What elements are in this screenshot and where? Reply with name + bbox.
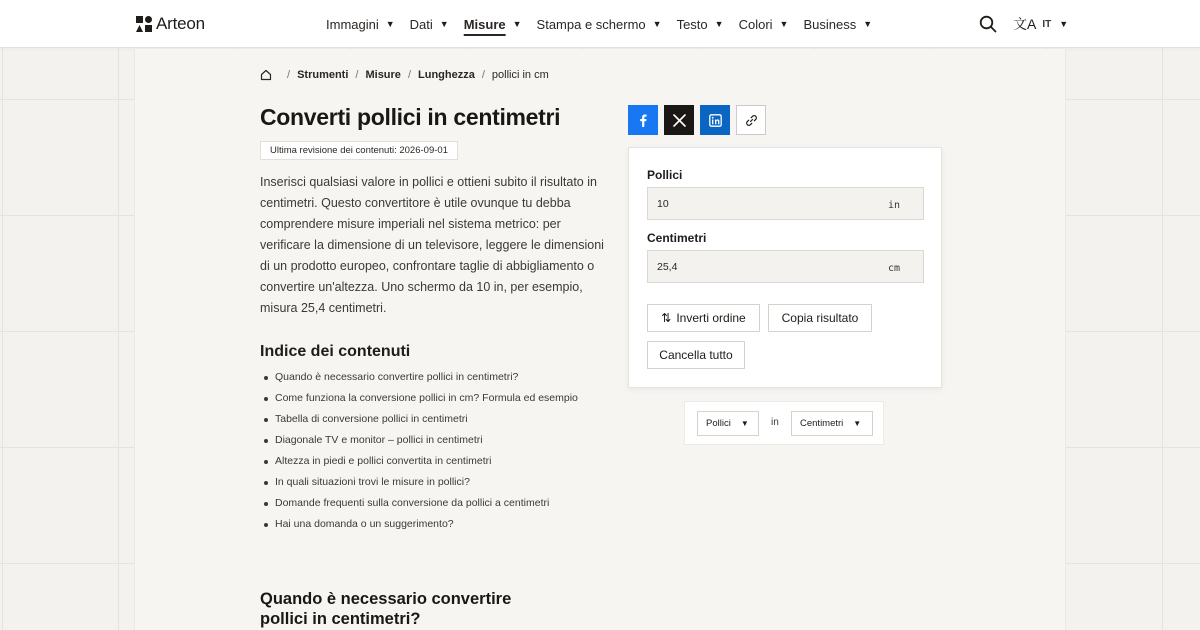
top-navigation-bar	[0, 0, 1200, 48]
share-bar	[628, 105, 772, 135]
main-menu	[326, 0, 887, 48]
content-card	[134, 49, 1066, 630]
share-x-button[interactable]	[664, 105, 694, 135]
caret-down-icon: ▼	[853, 419, 862, 428]
nav-item-label: Misure	[463, 16, 506, 32]
x-icon	[673, 114, 686, 127]
toc-link[interactable]: In quali situazioni trovi le misure in pollici?	[260, 472, 578, 493]
facebook-icon	[637, 114, 650, 127]
unit-connector: in	[771, 417, 779, 428]
nav-item-business[interactable]	[803, 0, 872, 48]
translate-icon: 文A	[1013, 16, 1037, 32]
to-unit-value: Centimetri	[800, 418, 844, 429]
section-heading: Quando è necessario convertire pollici in centimetri?	[260, 590, 512, 628]
inches-field-wrapper	[647, 187, 924, 220]
swap-arrows-icon: ⇅	[661, 311, 672, 325]
caret-down-icon: ▼	[740, 419, 749, 428]
brand-name: Arteon	[156, 14, 205, 33]
nav-item-testo[interactable]	[677, 0, 724, 48]
nav-item-label: Immagini	[326, 16, 379, 32]
toc-link[interactable]: Tabella di conversione pollici in centimetri	[260, 409, 578, 430]
language-code: IT	[1042, 18, 1052, 30]
breadcrumb	[260, 69, 549, 81]
copy-result-label: Copia risultato	[781, 311, 859, 325]
breadcrumb-strumenti[interactable]: Strumenti	[297, 69, 349, 81]
breadcrumb-misure[interactable]: Misure	[365, 69, 401, 81]
page-title: Converti pollici in centimetri	[260, 104, 561, 130]
caret-down-icon: ▼	[512, 19, 522, 29]
converter-panel	[628, 147, 942, 388]
breadcrumb-lunghezza[interactable]: Lunghezza	[418, 69, 475, 81]
caret-down-icon: ▼	[714, 19, 724, 29]
to-unit-select[interactable]	[791, 411, 873, 436]
language-selector[interactable]	[1013, 15, 1068, 33]
nav-item-stampa-e-schermo[interactable]	[537, 0, 662, 48]
nav-item-misure[interactable]	[464, 0, 522, 48]
nav-item-label: Dati	[409, 16, 433, 32]
swap-order-button[interactable]	[647, 304, 760, 332]
clear-all-button[interactable]	[647, 341, 745, 369]
revision-badge: Ultima revisione dei contenuti: 2026-09-01	[260, 141, 458, 160]
share-facebook-button[interactable]	[628, 105, 658, 135]
caret-down-icon: ▼	[439, 19, 449, 29]
inches-input[interactable]	[648, 188, 878, 219]
toc-link[interactable]: Altezza in piedi e pollici convertita in centimetri	[260, 451, 578, 472]
search-icon[interactable]	[979, 15, 997, 33]
caret-down-icon: ▼	[385, 19, 395, 29]
link-icon	[745, 114, 758, 127]
toc-link[interactable]: Domande frequenti sulla conversione da pollici a centimetri	[260, 493, 578, 514]
inches-label: Pollici	[647, 168, 683, 182]
toc-link[interactable]: Diagonale TV e monitor – pollici in centimetri	[260, 430, 578, 451]
nav-item-dati[interactable]	[410, 0, 449, 48]
caret-down-icon: ▼	[863, 19, 873, 29]
nav-item-label: Business	[803, 16, 857, 32]
caret-down-icon: ▼	[652, 19, 662, 29]
toc-link[interactable]: Quando è necessario convertire pollici in centimetri?	[260, 367, 578, 388]
nav-item-label: Testo	[676, 16, 708, 32]
toc-title: Indice dei contenuti	[260, 343, 411, 360]
breadcrumb-separator: /	[287, 69, 291, 81]
caret-down-icon: ▼	[1059, 19, 1069, 29]
breadcrumb-separator: /	[407, 69, 411, 81]
inches-unit: in	[887, 200, 900, 211]
brand-logo[interactable]	[136, 14, 205, 34]
intro-paragraph: Inserisci qualsiasi valore in pollici e ottieni subito il risultato in centimetri. Questo convertitore è utile ovunque tu debba comprendere misure imperiali nel sistema metrico: per verificare la dimensione di un televisore, leggere le dimensioni di un prodotto europeo, confrontare taglie di abbigliamento o convertire un'altezza. Uno schermo da 10 in, per esempio, misura 25,4 centimetri.	[260, 175, 604, 315]
caret-down-icon: ▼	[779, 19, 789, 29]
centimeters-input[interactable]	[648, 251, 878, 282]
table-of-contents	[260, 367, 578, 535]
nav-item-label: Stampa e schermo	[536, 16, 646, 32]
copy-link-button[interactable]	[736, 105, 766, 135]
unit-selector	[684, 401, 884, 445]
logo-icon	[136, 16, 152, 32]
home-icon[interactable]	[260, 69, 272, 81]
toc-link[interactable]: Hai una domanda o un suggerimento?	[260, 514, 578, 535]
swap-order-label: Inverti ordine	[676, 311, 746, 325]
nav-item-label: Colori	[738, 16, 773, 32]
breadcrumb-separator: /	[355, 69, 359, 81]
from-unit-value: Pollici	[706, 418, 731, 429]
nav-item-immagini[interactable]	[326, 0, 395, 48]
copy-result-button[interactable]	[768, 304, 872, 332]
centimeters-field-wrapper	[647, 250, 924, 283]
breadcrumb-separator: /	[481, 69, 485, 81]
share-linkedin-button[interactable]	[700, 105, 730, 135]
centimeters-unit: cm	[887, 263, 900, 274]
clear-all-label: Cancella tutto	[659, 348, 733, 362]
from-unit-select[interactable]	[697, 411, 759, 436]
linkedin-icon	[709, 114, 722, 127]
toc-link[interactable]: Come funziona la conversione pollici in cm? Formula ed esempio	[260, 388, 578, 409]
breadcrumb-current: pollici in cm	[491, 69, 549, 81]
nav-item-colori[interactable]	[739, 0, 789, 48]
centimeters-label: Centimetri	[647, 231, 707, 245]
